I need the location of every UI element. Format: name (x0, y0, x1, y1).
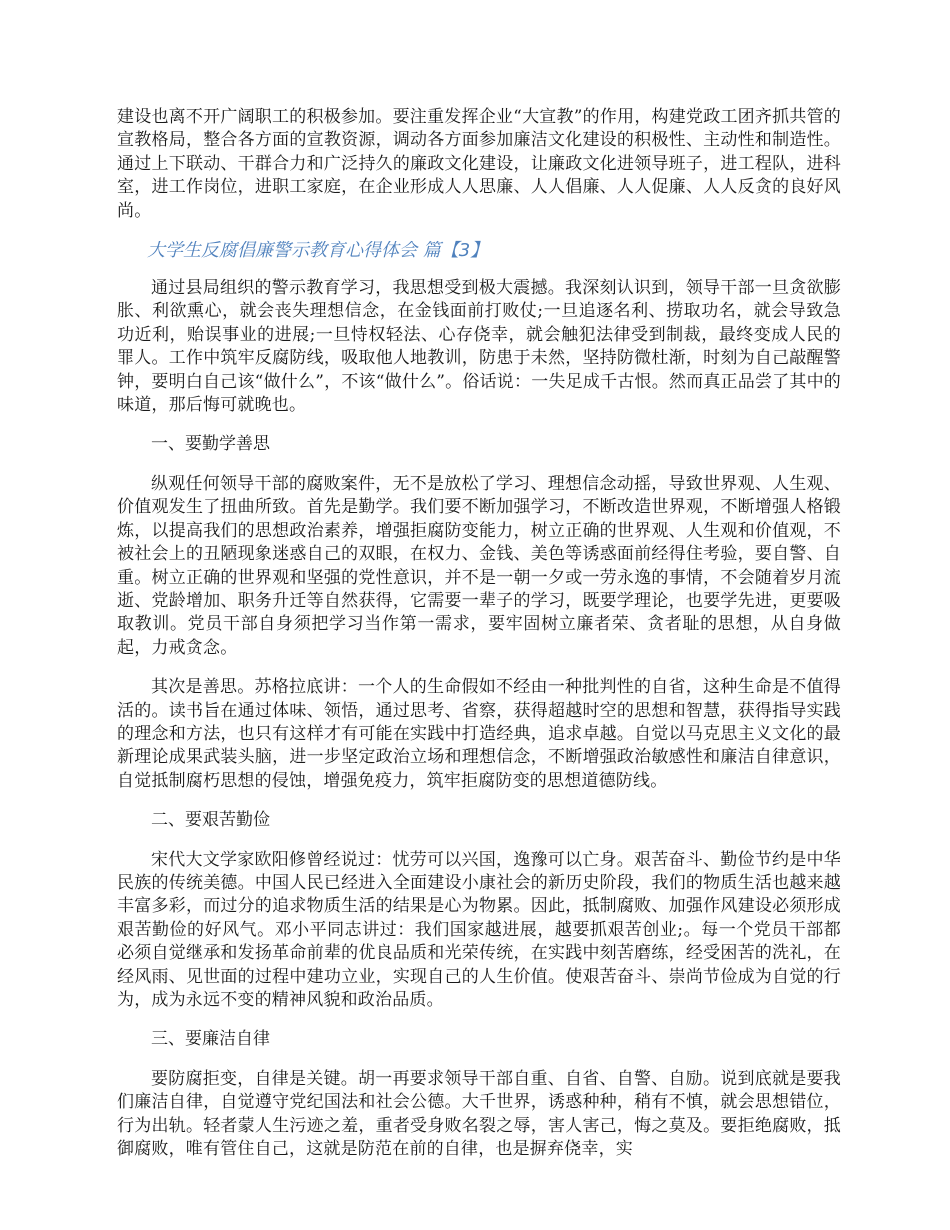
heading-1: 一、要勤学善思 (151, 434, 270, 455)
document-page (117, 106, 841, 1161)
paragraph-1: 通过县局组织的警示教育学习，我思想受到极大震撼。我深刻认识到，领导干部一旦贪欲膨胀、利欲熏心，就会丧失理想信念，在金钱面前打败仗;一旦追逐名利、捞取功名，就会导致急功近利，贻误事业的进展;一旦恃权轻法、心存侥幸，就会触犯法律受到制裁，最终变成人民的罪人。工作中筑牢反腐防线，吸取他人地教训，防患于未然，坚持防微杜渐，时刻为自己敲醒警钟，要明白自己该“做什么”，不该“做什么”。俗话说：一失足成千古恨。然而真正品尝了其中的味道，那后悔可就晚也。 (117, 278, 841, 416)
paragraph-4: 宋代大文学家欧阳修曾经说过：忧劳可以兴国，逸豫可以亡身。艰苦奋斗、勤俭节约是中华民族的传统美德。中国人民已经进入全面建设小康社会的新历史阶段，我们的物质生活也越来越丰富多彩，而过分的追求物质生活的结果是心为物累。因此，抵制腐败、加强作风建设必须形成艰苦勤俭的好风气。邓小平同志讲过：我们国家越进展，越要抓艰苦创业;。每一个党员干部都必须自觉继承和发扬革命前辈的优良品质和光荣传统，在实践中刻苦磨练，经受困苦的洗礼，在经风雨、见世面的过程中建功立业，实现自己的人生价值。使艰苦奋斗、崇尚节俭成为自觉的行为，成为永远不变的精神风貌和政治品质。 (117, 849, 841, 1010)
paragraph-5: 要防腐拒变，自律是关键。胡一再要求领导干部自重、自省、自警、自励。说到底就是要我们廉洁自律，自觉遵守党纪国法和社会公德。大千世界，诱惑种种，稍有不慎，就会思想错位，行为出轨。轻者蒙人生污迹之羞，重者受身败名裂之辱，害人害己，悔之莫及。要拒绝腐败，抵御腐败，唯有管住自己，这就是防范在前的自律，也是摒弃侥幸，实 (117, 1068, 841, 1160)
intro-paragraph: 建设也离不开广阔职工的积极参加。要注重发挥企业“大宣教”的作用，构建党政工团齐抓共管的宣教格局，整合各方面的宣教资源，调动各方面参加廉洁文化建设的积极性、主动性和制造性。通过上下联动、干群合力和广泛持久的廉政文化建设，让廉政文化进领导班子，进工程队，进科室，进工作岗位，进职工家庭，在企业形成人人思廉、人人倡廉、人人促廉、人人反贪的良好风尚。 (117, 107, 841, 221)
heading-3: 三、要廉洁自律 (151, 1029, 270, 1050)
heading-2: 二、要艰苦勤俭 (151, 810, 270, 831)
section-title: 大学生反腐倡廉警示教育心得体会 篇【3】 (147, 240, 489, 262)
paragraph-2: 纵观任何领导干部的腐败案件，无不是放松了学习、理想信念动摇，导致世界观、人生观、价值观发生了扭曲所致。首先是勤学。我们要不断加强学习，不断改造世界观，不断增强人格锻炼，以提高我们的思想政治素养，增强拒腐防变能力，树立正确的世界观、人生观和价值观，不被社会上的丑陋现象迷惑自己的双眼，在权力、金钱、美色等诱惑面前经得住考验，要自警、自重。树立正确的世界观和坚强的党性意识，并不是一朝一夕或一劳永逸的事情，不会随着岁月流逝、党龄增加、职务升迁等自然获得，它需要一辈子的学习，既要学理论，也要学先进，更要吸取教训。党员干部自身须把学习当作第一需求，要牢固树立廉者荣、贪者耻的思想，从自身做起，力戒贪念。 (117, 473, 841, 658)
paragraph-3: 其次是善思。苏格拉底讲：一个人的生命假如不经由一种批判性的自省，这种生命是不值得活的。读书旨在通过体味、领悟，通过思考、省察，获得超越时空的思想和智慧，获得指导实践的理念和方法，也只有这样才有可能在实践中打造经典，追求卓越。自觉以马克思主义文化的最新理论成果武装头脑，进一步坚定政治立场和理想信念，不断增强政治敏感性和廉洁自律意识，自觉抵制腐朽思想的侵蚀，增强免疫力，筑牢拒腐防变的思想道德防线。 (117, 677, 841, 791)
